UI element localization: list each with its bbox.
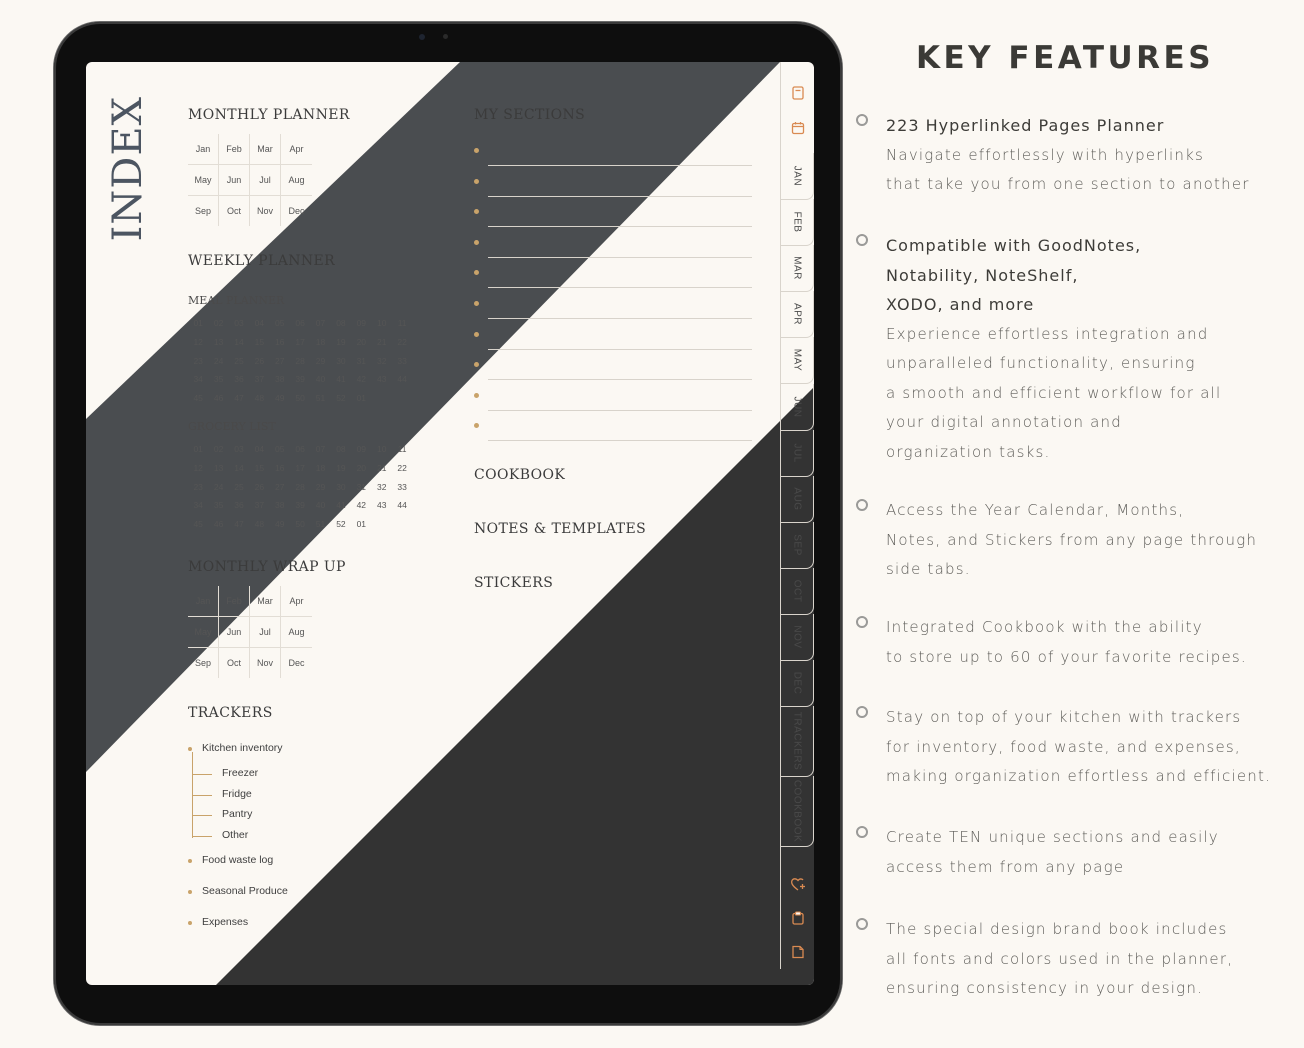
grocery-week-link[interactable]: 29 — [315, 481, 326, 492]
grocery-week-link[interactable]: 45 — [193, 519, 203, 530]
grocery-week-link[interactable]: 38 — [275, 500, 285, 511]
notebook-icon[interactable] — [791, 86, 805, 100]
clipboard-icon[interactable] — [791, 911, 805, 925]
meal-week-link[interactable]: 39 — [295, 374, 305, 385]
meal-week-link[interactable]: 45 — [193, 393, 203, 404]
side-tab-apr[interactable] — [781, 291, 814, 338]
circle-bullet-icon — [856, 114, 868, 126]
meal-week-link[interactable]: 52 — [336, 393, 346, 404]
side-tab-label: JUL — [791, 442, 803, 463]
feature-text: to store up to 60 of your favorite recipes. — [886, 647, 1247, 666]
grocery-week-link[interactable]: 52 — [336, 519, 346, 530]
side-tab-sep[interactable] — [781, 522, 814, 569]
pantry-link[interactable]: Pantry — [222, 808, 253, 820]
side-tab-jun[interactable] — [781, 384, 814, 431]
meal-week-link[interactable]: 32 — [376, 355, 387, 366]
monthly-planner-month[interactable]: Jul — [250, 165, 281, 196]
other-link[interactable]: Other — [222, 829, 249, 841]
grocery-week-link[interactable]: 32 — [376, 481, 387, 492]
feature-text: Stay on top of your kitchen with trackers — [886, 708, 1242, 726]
grocery-week-link[interactable]: 37 — [254, 500, 265, 511]
section-slot[interactable] — [474, 167, 752, 197]
tree-branch — [192, 815, 212, 816]
side-tab-bar — [780, 62, 814, 969]
side-tab-label: DEC — [791, 671, 803, 695]
meal-week-link[interactable]: 24 — [213, 355, 224, 366]
grocery-week-link[interactable]: 41 — [336, 500, 346, 511]
bullet-dot — [474, 240, 479, 245]
grocery-week-link[interactable]: 13 — [213, 462, 224, 473]
side-tab-cookbook[interactable] — [781, 776, 814, 847]
grocery-week-link[interactable]: 42 — [356, 500, 367, 511]
meal-week-link[interactable]: 08 — [336, 318, 346, 328]
feature-text: all fonts and colors used in the planner, — [886, 949, 1234, 968]
feature-heading: Compatible with GoodNotes, — [886, 236, 1142, 255]
meal-week-link[interactable]: 10 — [376, 318, 387, 328]
side-tab-label: OCT — [791, 579, 803, 603]
grocery-week-link[interactable]: 27 — [275, 481, 285, 492]
my-sections-title: MY SECTIONS — [474, 107, 586, 123]
grocery-week-link[interactable]: 51 — [315, 519, 326, 530]
section-slot[interactable] — [474, 411, 752, 441]
grocery-week-link[interactable]: 40 — [315, 500, 326, 511]
meal-week-link[interactable]: 42 — [356, 374, 367, 385]
grocery-week-link[interactable]: 14 — [234, 462, 244, 473]
feature-text: for inventory, food waste, and expenses, — [886, 737, 1241, 756]
feature-text: Notes, and Stickers from any page through — [886, 530, 1258, 549]
feature-text: access them from any page — [886, 857, 1125, 876]
meal-week-link[interactable]: 17 — [295, 336, 305, 347]
feature-text: side tabs. — [886, 560, 971, 578]
meal-week-link[interactable]: 01 — [356, 393, 367, 404]
grocery-week-link[interactable]: 22 — [397, 462, 407, 473]
grocery-week-link[interactable]: 16 — [275, 462, 285, 473]
section-slot[interactable] — [474, 197, 752, 227]
meal-week-link[interactable]: 30 — [336, 355, 346, 366]
grocery-week-link[interactable]: 34 — [193, 500, 203, 511]
monthly-planner-month[interactable]: May — [188, 165, 219, 196]
grocery-week-link[interactable]: 18 — [315, 462, 326, 473]
monthly-planner-month[interactable]: Dec — [288, 206, 305, 216]
meal-week-link[interactable]: 16 — [275, 336, 285, 347]
circle-bullet-icon — [856, 706, 868, 718]
feature-item — [886, 703, 1296, 792]
grocery-week-link[interactable]: 49 — [275, 519, 285, 530]
feature-text: Access the Year Calendar, Months, — [886, 501, 1185, 519]
grocery-week-link[interactable]: 44 — [397, 500, 407, 511]
grocery-week-link[interactable]: 15 — [254, 462, 265, 473]
feature-text: Create TEN unique sections and easily — [886, 828, 1219, 846]
grocery-week-link[interactable]: 25 — [234, 481, 244, 492]
grocery-week-link[interactable]: 43 — [376, 500, 387, 511]
grocery-week-link[interactable]: 24 — [213, 481, 224, 492]
meal-week-link[interactable]: 44 — [397, 374, 407, 385]
meal-week-link[interactable]: 11 — [397, 318, 407, 328]
feature-text: The special design brand book includes — [886, 920, 1228, 938]
side-tab-label: FEB — [791, 211, 803, 233]
feature-text: Experience effortless integration and — [886, 324, 1209, 343]
side-tab-trackers[interactable] — [781, 706, 814, 777]
grocery-week-link[interactable]: 31 — [356, 481, 367, 492]
grocery-week-link[interactable]: 21 — [376, 462, 387, 473]
meal-week-link[interactable]: 09 — [356, 318, 367, 328]
grocery-week-link[interactable]: 08 — [336, 444, 346, 454]
side-tab-aug[interactable] — [781, 476, 814, 523]
cookbook-link[interactable]: COOKBOOK — [474, 467, 566, 483]
meal-week-link[interactable]: 38 — [275, 374, 285, 385]
seasonal-produce-link[interactable]: Seasonal Produce — [202, 885, 288, 897]
side-tab-jan[interactable] — [781, 153, 814, 200]
meal-week-link[interactable]: 48 — [254, 393, 265, 404]
wrap-up-month[interactable]: Aug — [281, 617, 312, 648]
sensor-dot — [443, 34, 448, 39]
circle-bullet-icon — [856, 499, 868, 511]
side-tab-label: SEP — [791, 534, 803, 556]
grocery-week-link[interactable]: 01 — [193, 444, 203, 454]
feature-item — [886, 231, 1296, 467]
wrap-up-month[interactable]: Feb — [219, 586, 250, 617]
grocery-week-link[interactable]: 47 — [234, 519, 244, 530]
bullet-dot — [188, 747, 192, 751]
grocery-week-link[interactable]: 28 — [295, 481, 305, 492]
meal-week-link[interactable]: 04 — [254, 318, 265, 328]
bullet-dot — [474, 423, 479, 428]
grocery-week-link[interactable]: 23 — [193, 481, 203, 492]
tree-branch — [192, 836, 212, 837]
side-tab-feb[interactable] — [781, 199, 814, 246]
meal-week-link[interactable]: 03 — [234, 318, 244, 328]
grocery-week-link[interactable]: 05 — [275, 444, 285, 454]
meal-week-link[interactable]: 27 — [275, 355, 285, 366]
grocery-week-link[interactable]: 09 — [356, 444, 367, 454]
side-tab-label: AUG — [791, 487, 803, 511]
grocery-week-link[interactable]: 07 — [315, 444, 326, 454]
feature-text: ensuring consistency in your design. — [886, 979, 1204, 997]
grocery-week-link[interactable]: 30 — [336, 481, 346, 492]
feature-text: a smooth and efficient workflow for all — [886, 383, 1222, 402]
grocery-week-link[interactable]: 48 — [254, 519, 265, 530]
monthly-planner-month[interactable]: Jan — [188, 134, 219, 165]
side-tab-oct[interactable] — [781, 568, 814, 615]
meal-week-link[interactable]: 26 — [254, 355, 265, 366]
wrap-up-month[interactable]: Jan — [188, 586, 219, 617]
tree-branch — [192, 774, 212, 775]
monthly-planner-grid — [188, 134, 312, 226]
side-tab-label: TRACKERS — [791, 711, 803, 771]
meal-week-link[interactable]: 21 — [376, 336, 387, 347]
meal-week-link[interactable]: 49 — [275, 393, 285, 404]
kitchen-inventory-link[interactable]: Kitchen inventory — [202, 742, 283, 754]
bullet-dot — [474, 270, 479, 275]
meal-week-link[interactable]: 35 — [213, 374, 224, 385]
meal-week-link[interactable]: 51 — [315, 393, 326, 404]
feature-text: organization tasks. — [886, 442, 1051, 461]
meal-week-link[interactable]: 28 — [295, 355, 305, 366]
section-slot[interactable] — [474, 320, 752, 350]
meal-week-link[interactable]: 29 — [315, 355, 326, 366]
feature-item — [886, 496, 1296, 585]
monthly-planner-link[interactable]: MONTHLY PLANNER — [188, 107, 350, 123]
index-title: INDEX — [105, 96, 151, 242]
meal-week-link[interactable]: 34 — [193, 374, 203, 385]
meal-week-link[interactable]: 23 — [193, 355, 203, 366]
grocery-week-link[interactable]: 39 — [295, 500, 305, 511]
meal-planner-link[interactable]: MEAL PLANNER — [188, 294, 285, 307]
feature-text: Integrated Cookbook with the ability — [886, 618, 1203, 636]
feature-item — [886, 823, 1296, 882]
side-tab-may[interactable] — [781, 337, 814, 384]
feature-text: that take you from one section to another — [886, 175, 1250, 193]
circle-bullet-icon — [856, 918, 868, 930]
side-tab-mar[interactable] — [781, 245, 814, 292]
side-tab-label: MAR — [791, 256, 803, 281]
grocery-week-link[interactable]: 12 — [193, 462, 203, 473]
section-slot[interactable] — [474, 350, 752, 380]
monthly-planner-month[interactable]: Apr — [281, 134, 312, 165]
meal-week-link[interactable]: 05 — [275, 318, 285, 328]
section-line — [488, 440, 752, 441]
circle-bullet-icon — [856, 826, 868, 838]
monthly-wrap-up-grid — [188, 586, 312, 678]
meal-planner-weeks — [188, 314, 412, 408]
section-slot[interactable] — [474, 136, 752, 166]
meal-week-link[interactable]: 46 — [213, 393, 224, 404]
monthly-planner-month[interactable]: Feb — [219, 134, 250, 165]
expenses-link[interactable]: Expenses — [202, 916, 249, 928]
section-slot[interactable] — [474, 289, 752, 319]
camera-dot — [419, 34, 425, 40]
meal-week-link[interactable]: 22 — [397, 336, 407, 347]
grocery-week-link[interactable]: 17 — [295, 462, 305, 473]
grocery-week-link[interactable]: 02 — [213, 444, 224, 454]
bullet-dot — [474, 148, 479, 153]
section-slot[interactable] — [474, 381, 752, 411]
bullet-dot — [474, 332, 479, 337]
grocery-list-link[interactable]: GROCERY LIST — [188, 420, 276, 433]
meal-week-link[interactable]: 18 — [315, 336, 326, 347]
section-slot[interactable] — [474, 228, 752, 258]
monthly-planner-month[interactable]: Nov — [250, 196, 281, 226]
monthly-planner-month[interactable]: Mar — [250, 134, 281, 165]
planner-screen — [86, 62, 814, 985]
bullet-dot — [474, 393, 479, 398]
side-tab-label: MAY — [791, 349, 803, 372]
side-tab-label: NOV — [791, 625, 803, 649]
side-tab-dec[interactable] — [781, 660, 814, 707]
wrap-up-month[interactable]: Sep — [188, 648, 219, 678]
wrap-up-month[interactable]: Mar — [250, 586, 281, 617]
feature-item — [886, 915, 1296, 1004]
wrap-up-month[interactable]: Jun — [219, 617, 250, 648]
wrap-up-month[interactable]: Dec — [288, 658, 305, 668]
trackers-link[interactable]: TRACKERS — [188, 705, 273, 721]
meal-week-link[interactable]: 20 — [356, 336, 367, 347]
feature-heading: XODO, and more — [886, 295, 1035, 314]
circle-bullet-icon — [856, 616, 868, 628]
tree-branch — [192, 795, 212, 796]
side-tab-nov[interactable] — [781, 614, 814, 661]
side-tab-label: COOKBOOK — [791, 780, 803, 843]
wrap-up-month[interactable]: Jul — [250, 617, 281, 648]
side-tab-label: JAN — [791, 165, 803, 187]
monthly-wrap-up-link[interactable]: MONTHLY WRAP UP — [188, 559, 346, 575]
meal-week-link[interactable]: 41 — [336, 374, 346, 385]
meal-week-link[interactable]: 40 — [315, 374, 326, 385]
bullet-dot — [474, 179, 479, 184]
monthly-planner-month[interactable]: Sep — [188, 196, 219, 226]
wrap-up-month[interactable]: May — [188, 617, 219, 648]
grocery-list-weeks — [188, 440, 412, 534]
meal-week-link[interactable]: 25 — [234, 355, 244, 366]
side-tab-jul[interactable] — [781, 430, 814, 477]
wrap-up-month[interactable]: Oct — [219, 648, 250, 678]
meal-week-link[interactable]: 01 — [193, 318, 203, 328]
bullet-dot — [474, 209, 479, 214]
feature-item — [886, 111, 1296, 200]
feature-heading: 223 Hyperlinked Pages Planner — [886, 116, 1165, 135]
meal-week-link[interactable]: 50 — [295, 393, 305, 404]
note-icon[interactable] — [791, 945, 805, 959]
heart-plus-icon[interactable] — [790, 876, 806, 892]
section-slot[interactable] — [474, 258, 752, 288]
meal-week-link[interactable]: 43 — [376, 374, 387, 385]
meal-week-link[interactable]: 02 — [213, 318, 224, 328]
grocery-week-link[interactable]: 36 — [234, 500, 244, 511]
grocery-week-link[interactable]: 35 — [213, 500, 224, 511]
monthly-planner-month[interactable]: Oct — [219, 196, 250, 226]
feature-item — [886, 613, 1296, 672]
side-tab-label: APR — [791, 303, 803, 326]
feature-text: unparalleled functionality, ensuring — [886, 354, 1196, 372]
weekly-planner-link[interactable]: WEEKLY PLANNER — [188, 253, 336, 269]
grocery-week-link[interactable]: 26 — [254, 481, 265, 492]
feature-text: your digital annotation and — [886, 413, 1122, 431]
meal-week-link[interactable]: 14 — [234, 336, 244, 347]
meal-week-link[interactable]: 31 — [356, 355, 367, 366]
grocery-week-link[interactable]: 06 — [295, 444, 305, 454]
meal-week-link[interactable]: 06 — [295, 318, 305, 328]
circle-bullet-icon — [856, 234, 868, 246]
bullet-dot — [188, 859, 192, 863]
meal-week-link[interactable]: 36 — [234, 374, 244, 385]
key-features-title: KEY FEATURES — [915, 40, 1215, 76]
wrap-up-month[interactable]: Apr — [281, 586, 312, 617]
notes-templates-link[interactable]: NOTES & TEMPLATES — [474, 521, 647, 537]
grocery-week-link[interactable]: 19 — [336, 462, 346, 473]
bullet-dot — [474, 362, 479, 367]
stickers-link[interactable]: STICKERS — [474, 575, 554, 591]
meal-week-link[interactable]: 33 — [397, 355, 407, 366]
feature-text: Navigate effortlessly with hyperlinks — [886, 145, 1205, 164]
monthly-planner-month[interactable]: Aug — [281, 165, 312, 196]
grocery-week-link[interactable]: 33 — [397, 481, 407, 492]
meal-week-link[interactable]: 13 — [213, 336, 224, 347]
calendar-icon[interactable] — [791, 121, 805, 135]
freezer-link[interactable]: Freezer — [222, 767, 259, 779]
grocery-week-link[interactable]: 01 — [356, 519, 367, 530]
wrap-up-month[interactable]: Nov — [250, 648, 281, 678]
monthly-planner-month[interactable]: Jun — [219, 165, 250, 196]
grocery-week-link[interactable]: 03 — [234, 444, 244, 454]
fridge-link[interactable]: Fridge — [222, 788, 252, 800]
bullet-dot — [188, 890, 192, 894]
side-tab-label: JUN — [791, 396, 803, 417]
grocery-week-link[interactable]: 11 — [397, 444, 407, 454]
feature-heading: Notability, NoteShelf, — [886, 265, 1079, 285]
grocery-week-link[interactable]: 46 — [213, 519, 224, 530]
meal-week-link[interactable]: 07 — [315, 318, 326, 328]
feature-text: making organization effortless and efficient. — [886, 767, 1272, 785]
grocery-week-link[interactable]: 10 — [376, 444, 387, 454]
food-waste-log-link[interactable]: Food waste log — [202, 854, 274, 866]
bullet-dot — [474, 301, 479, 306]
meal-week-link[interactable]: 12 — [193, 336, 203, 347]
meal-week-link[interactable]: 37 — [254, 374, 265, 385]
grocery-week-link[interactable]: 04 — [254, 444, 265, 454]
meal-week-link[interactable]: 19 — [336, 336, 346, 347]
bullet-dot — [188, 921, 192, 925]
grocery-week-link[interactable]: 20 — [356, 462, 367, 473]
meal-week-link[interactable]: 47 — [234, 393, 244, 404]
meal-week-link[interactable]: 15 — [254, 336, 265, 347]
grocery-week-link[interactable]: 50 — [295, 519, 305, 530]
